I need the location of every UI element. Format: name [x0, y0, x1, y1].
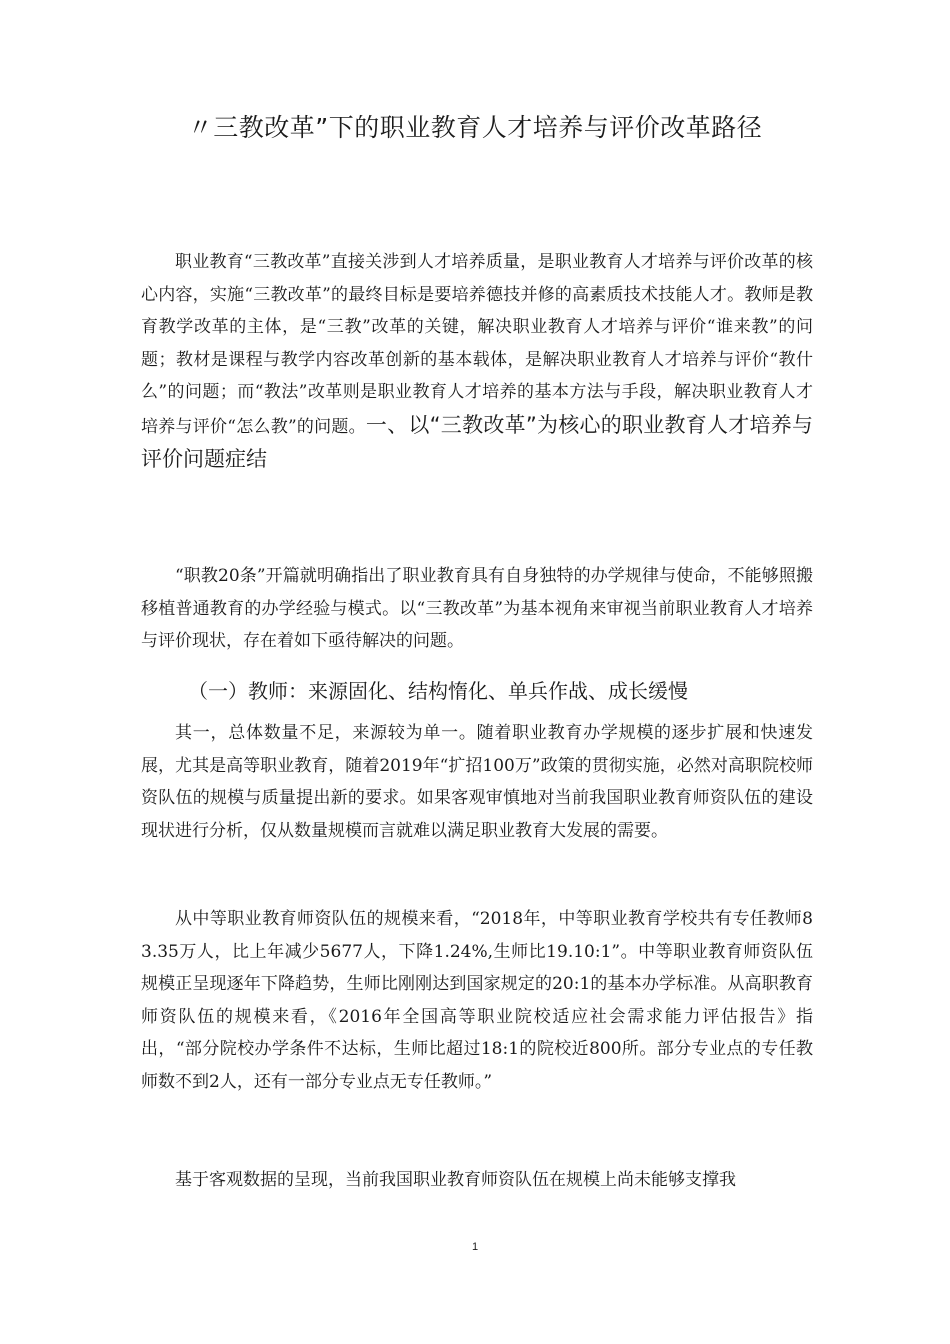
intro-paragraph [141, 246, 813, 478]
body-paragraph-3: 其一，总体数量不足，来源较为单一。随着职业教育办学规模的逐步扩展和快速发展，尤其是高等职业教育，随着2019年“扩招100万”政策的贯彻实施，必然对高职院校师资队伍的规模与质量提出新的要求。如果客观审慎地对当前我国职业教育师资队伍的建设现状进行分析，仅从数量规模而言就难以满足职业教育大发展的需要。 [141, 723, 813, 841]
body-paragraph-4: 从中等职业教育师资队伍的规模来看，“2018年，中等职业教育学校共有专任教师83.35万人，比上年减少5677人，下降1.24%,生师比19.10:1”。中等职业教育师资队伍规模正呈现逐年下降趋势，生师比刚刚达到国家规定的20:1的基本办学标准。从高职教育师资队伍的规模来看，《2016年全国高等职业院校适应社会需求能力评估报告》指出，“部分院校办学条件不达标，生师比超过18:1的院校近800所。部分专业点的专任教师数不到2人，还有一部分专业点无专任教师。” [141, 909, 813, 1092]
intro-text: 职业教育“三教改革”直接关涉到人才培养质量，是职业教育人才培养与评价改革的核心内容，实施“三教改革”的最终目标是要培养德技并修的高素质技术技能人才。教师是教育教学改革的主体，是“三教”改革的关键，解决职业教育人才培养与评价“谁来教”的问题；教材是课程与教学内容改革创新的基本载体，是解决职业教育人才培养与评价“教什么”的问题；而“教法”改革则是职业教育人才培养的基本方法与手段，解决职业教育人才培养与评价“怎么教”的问题。 [141, 252, 813, 437]
document-title: 〃三教改革”下的职业教育人才培养与评价改革路径 [187, 113, 763, 142]
body-paragraph-5: 基于客观数据的呈现，当前我国职业教育师资队伍在规模上尚未能够支撑我 [175, 1170, 736, 1190]
section-heading-1: 一、以“三教改革”为核心的职业教育人才培养与评价问题症结 [141, 412, 813, 471]
page-number: 1 [471, 1241, 479, 1253]
subsection-heading: （一）教师：来源固化、结构惰化、单兵作战、成长缓慢 [188, 679, 688, 703]
body-paragraph-2: “职教20条”开篇就明确指出了职业教育具有自身独特的办学规律与使命，不能够照搬移植普通教育的办学经验与模式。以“三教改革”为基本视角来审视当前职业教育人才培养与评价现状，存在着如下亟待解决的问题。 [141, 566, 813, 651]
